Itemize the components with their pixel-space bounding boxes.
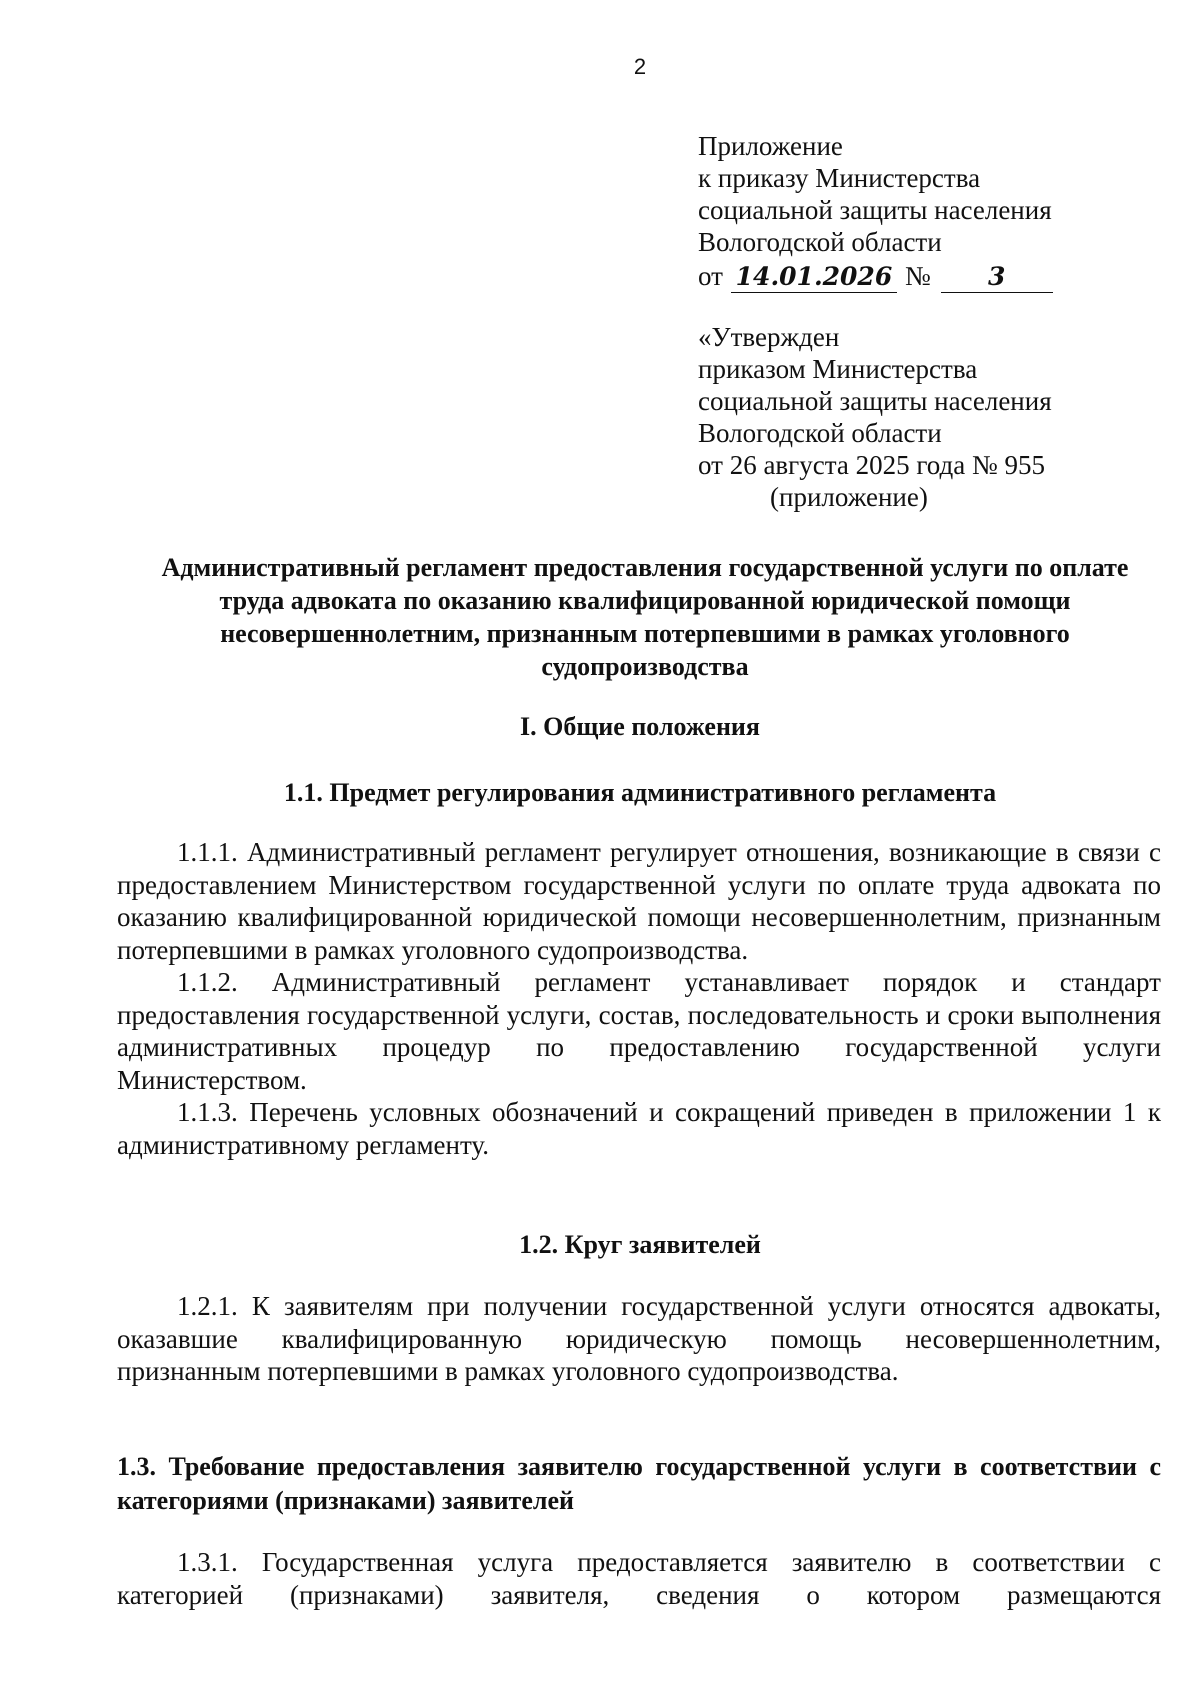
- approved-line: социальной защиты населения: [698, 386, 1052, 416]
- paragraph-block-applicants: [117, 1290, 1161, 1388]
- document-title: Административный регламент предоставления государственной услуги по оплате труда адвоката по оказанию квалифицированной юридической помощи несовершеннолетним, признанным потерпевшими в рамках уголовного судопроизводства: [161, 553, 1129, 681]
- paragraph-1-1-1: 1.1.1. Административный регламент регулирует отношения, возникающие в связи с предоставлением Министерством государственной услуги по оплате труда адвоката по оказанию квалифицированной юридической помощи несовершеннолетним, признанным потерпевшими в рамках уголовного судопроизводства.: [117, 837, 1161, 965]
- order-date-number-line: [698, 260, 1053, 293]
- handwritten-number: 3: [941, 262, 1053, 293]
- approved-block: [698, 321, 1052, 513]
- date-prefix: от: [698, 261, 723, 291]
- approved-note: (приложение): [770, 482, 928, 512]
- appendix-line: Приложение: [698, 131, 843, 161]
- paragraph-1-1-3: 1.1.3. Перечень условных обозначений и сокращений приведен в приложении 1 к административному регламенту.: [117, 1097, 1161, 1160]
- paragraph-block-subject: [117, 836, 1161, 1161]
- appendix-line: Вологодской области: [698, 227, 942, 257]
- appendix-line: социальной защиты населения: [698, 195, 1052, 225]
- page-number: 2: [633, 54, 647, 79]
- section-heading-general: I. Общие положения: [520, 712, 760, 741]
- approved-line: «Утвержден: [698, 322, 840, 352]
- section-heading-applicants: 1.2. Круг заявителей: [519, 1230, 761, 1259]
- paragraph-1-1-2: 1.1.2. Административный регламент устанавливает порядок и стандарт предоставления государственной услуги, состав, последовательность и сроки выполнения административных процедур по предоставлению государственной услуги Министерством.: [117, 967, 1161, 1095]
- paragraph-block-requirement: [117, 1546, 1161, 1611]
- number-sign: №: [904, 261, 931, 291]
- approved-line: от 26 августа 2025 года № 955: [698, 450, 1045, 480]
- section-heading-subject: 1.1. Предмет регулирования административного регламента: [283, 778, 997, 807]
- paragraph-1-3-1: 1.3.1. Государственная услуга предоставляется заявителю в соответствии с категорией (признаками) заявителя, сведения о котором размещаются: [117, 1547, 1161, 1610]
- approved-line: Вологодской области: [698, 418, 942, 448]
- approved-line: приказом Министерства: [698, 354, 978, 384]
- appendix-line: к приказу Министерства: [698, 163, 981, 193]
- appendix-block: [698, 130, 1053, 293]
- section-heading-requirement: 1.3. Требование предоставления заявителю государственной услуги в соответствии с категориями (признаками) заявителей: [117, 1452, 1161, 1515]
- paragraph-1-2-1: 1.2.1. К заявителям при получении государственной услуги относятся адвокаты, оказавшие квалифицированную юридическую помощь несовершеннолетним, признанным потерпевшими в рамках уголовного судопроизводства.: [117, 1291, 1161, 1386]
- handwritten-date: 14.01.2026: [731, 262, 897, 293]
